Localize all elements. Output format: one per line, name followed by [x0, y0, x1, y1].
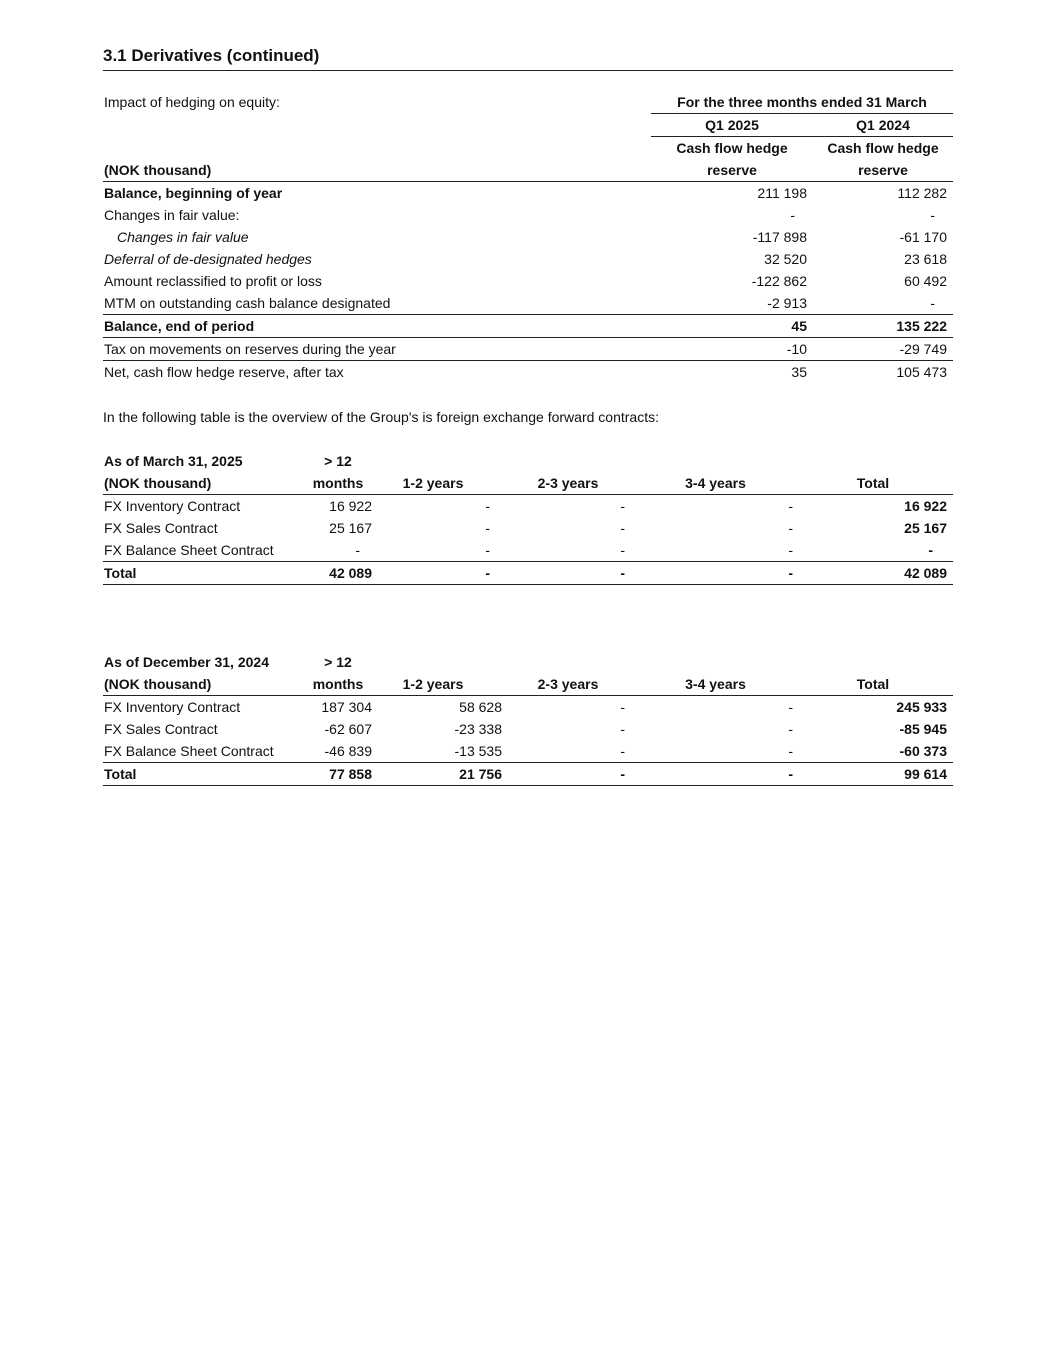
cell-value: 23 618 — [904, 251, 947, 267]
cell-value: 16 922 — [904, 498, 947, 514]
table-row — [103, 718, 953, 740]
cell-value: -62 607 — [324, 721, 372, 737]
table-row — [103, 539, 953, 562]
col-header-q1-2024: Q1 2024 — [813, 114, 953, 137]
cell-value: - — [620, 542, 625, 558]
cell-value: - — [620, 721, 625, 737]
col-sub-header-q1-2024: Cash flow hedge — [827, 140, 939, 156]
cell-value: - — [930, 295, 935, 311]
cell-value: 105 473 — [896, 364, 947, 380]
hedging-intro-label: Impact of hedging on equity: — [104, 94, 280, 111]
cell-value: - — [620, 743, 625, 759]
cell-value: - — [648, 763, 813, 786]
cell-value: 16 922 — [329, 498, 372, 514]
row-label: FX Inventory Contract — [104, 498, 241, 514]
cell-value: 112 282 — [897, 185, 947, 201]
cell-value: -61 170 — [899, 229, 947, 245]
col-sub-header-q1-2025: Cash flow hedge — [676, 140, 788, 156]
col-header-months: months — [298, 472, 378, 495]
cell-value: - — [620, 699, 625, 715]
row-label: Tax on movements on reserves during the year — [103, 338, 651, 361]
col-header-q1-2025: Q1 2025 — [651, 114, 813, 137]
col-header-2-3-years: 2-3 years — [508, 472, 648, 495]
table-row — [103, 562, 953, 585]
row-label: Net, cash flow hedge reserve, after tax — [104, 364, 344, 380]
table-row — [103, 740, 953, 763]
cell-value: 99 614 — [813, 763, 953, 786]
col-header-1-2-years: 1-2 years — [378, 472, 508, 495]
cell-value: - — [788, 743, 793, 759]
col-header-total: Total — [813, 673, 953, 696]
cell-value: 211 198 — [757, 185, 807, 201]
row-label: Changes in fair value — [117, 229, 249, 245]
cell-value: 21 756 — [378, 763, 508, 786]
table-row — [103, 292, 953, 315]
cell-value: - — [378, 562, 508, 585]
fx-intro-text: In the following table is the overview of the Group's is foreign exchange forward contracts: — [103, 409, 659, 425]
table-row — [103, 270, 953, 292]
row-label: Amount reclassified to profit or loss — [104, 273, 322, 289]
col-sub-header-q1-2025-line2: reserve — [651, 159, 813, 182]
section-title: 3.1 Derivatives (continued) — [103, 44, 953, 71]
cell-value: 45 — [651, 315, 813, 338]
cell-value: - — [620, 520, 625, 536]
cell-value: -13 535 — [454, 743, 502, 759]
col-header-months: months — [298, 673, 378, 696]
cell-value: - — [790, 207, 795, 223]
cell-value: 42 089 — [813, 562, 953, 585]
row-label: Balance, end of period — [103, 315, 651, 338]
cell-value: - — [648, 562, 813, 585]
col-header-1-2-years: 1-2 years — [378, 673, 508, 696]
row-label: MTM on outstanding cash balance designated — [104, 295, 391, 311]
row-label: FX Sales Contract — [104, 520, 218, 536]
table-row — [103, 361, 953, 384]
cell-value: - — [508, 763, 648, 786]
table-row — [103, 182, 953, 205]
cell-value: - — [788, 699, 793, 715]
cell-value: -46 839 — [324, 743, 372, 759]
cell-value: 60 492 — [904, 273, 947, 289]
table-row — [103, 315, 953, 338]
cell-value: - — [788, 542, 793, 558]
cell-value: -122 862 — [751, 273, 807, 289]
col-sub-header-q1-2024-line2: reserve — [813, 159, 953, 182]
unit-label: (NOK thousand) — [103, 472, 298, 495]
period-header: For the three months ended 31 March — [651, 91, 953, 114]
table-row — [103, 763, 953, 786]
cell-value: - — [788, 498, 793, 514]
cell-value: 42 089 — [298, 562, 378, 585]
cell-value: - — [928, 542, 933, 558]
table-row — [103, 338, 953, 361]
date-label: As of March 31, 2025 — [104, 453, 243, 469]
cell-value: 77 858 — [298, 763, 378, 786]
cell-value: - — [788, 721, 793, 737]
cell-value: 32 520 — [764, 251, 807, 267]
cell-value: - — [485, 542, 490, 558]
col-header-2-3-years: 2-3 years — [508, 673, 648, 696]
cell-value: -85 945 — [899, 721, 947, 737]
row-label: Deferral of de-designated hedges — [104, 251, 312, 267]
table-row — [103, 495, 953, 518]
row-label: Total — [103, 763, 298, 786]
col-header-3-4-years: 3-4 years — [648, 472, 813, 495]
cell-value: -117 898 — [752, 229, 807, 245]
table-row — [103, 517, 953, 539]
cell-value: - — [485, 520, 490, 536]
row-label: Changes in fair value: — [104, 207, 240, 223]
table-row — [103, 696, 953, 719]
cell-value: 58 628 — [459, 699, 502, 715]
cell-value: -2 913 — [767, 295, 807, 311]
table-row — [103, 204, 953, 226]
cell-value: 25 167 — [904, 520, 947, 536]
row-label: FX Inventory Contract — [104, 699, 241, 715]
cell-value: 245 933 — [896, 699, 947, 715]
cell-value: -29 749 — [813, 338, 953, 361]
unit-label: (NOK thousand) — [103, 159, 651, 182]
unit-label: (NOK thousand) — [103, 673, 298, 696]
table-row — [103, 248, 953, 270]
col-header-total: Total — [813, 472, 953, 495]
col-header-gt12: > 12 — [324, 654, 352, 670]
table-row — [103, 226, 953, 248]
row-label: Total — [103, 562, 298, 585]
cell-value: - — [930, 207, 935, 223]
row-label: FX Balance Sheet Contract — [104, 542, 274, 558]
fx-contracts-table-dec-2024 — [103, 651, 953, 786]
hedging-equity-table — [103, 91, 953, 383]
row-label: FX Balance Sheet Contract — [104, 743, 274, 759]
fx-contracts-table-mar-2025 — [103, 450, 953, 585]
row-label: Balance, beginning of year — [104, 185, 283, 201]
cell-value: - — [508, 562, 648, 585]
cell-value: 25 167 — [329, 520, 372, 536]
document-page — [103, 44, 953, 786]
row-label: FX Sales Contract — [104, 721, 218, 737]
cell-value: - — [620, 498, 625, 514]
col-header-3-4-years: 3-4 years — [648, 673, 813, 696]
cell-value: - — [355, 542, 360, 558]
cell-value: 187 304 — [321, 699, 372, 715]
cell-value: - — [788, 520, 793, 536]
cell-value: 135 222 — [813, 315, 953, 338]
col-header-gt12: > 12 — [324, 453, 352, 469]
cell-value: - — [485, 498, 490, 514]
cell-value: -60 373 — [899, 743, 947, 759]
cell-value: -23 338 — [454, 721, 502, 737]
cell-value: 35 — [791, 364, 807, 380]
date-label: As of December 31, 2024 — [104, 654, 269, 670]
cell-value: -10 — [651, 338, 813, 361]
